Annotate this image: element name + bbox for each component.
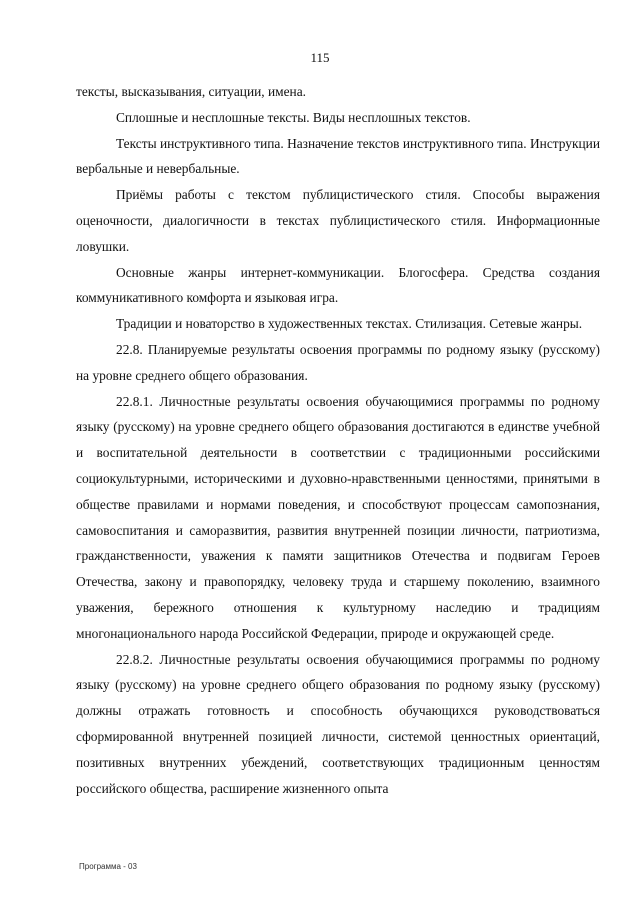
page-number: 115 xyxy=(310,50,330,65)
paragraph: Приёмы работы с текстом публицистического стиля. Способы выражения оценочности, диалогичности в текстах публицистического стиля. Информационные ловушки. xyxy=(76,187,600,254)
document-body xyxy=(76,79,600,801)
paragraph-22-8-2: 22.8.2. Личностные результаты освоения обучающимися программы по родному языку (русскому) на уровне среднего общего образования по родному языку (русскому) должны отражать готовность и способность обучающихся руководствоваться сформированной внутренней позицией личности, системой ценностных ориентаций, позитивных внутренних убеждений, соответствующих традиционным ценностям российского общества, расширение жизненного опыта xyxy=(76,651,600,796)
paragraph: Тексты инструктивного типа. Назначение текстов инструктивного типа. Инструкции вербальные и невербальные. xyxy=(76,135,600,177)
paragraph: Основные жанры интернет-коммуникации. Блогосфера. Средства создания коммуникативного комфорта и языковая игра. xyxy=(76,264,600,306)
footer-label: Программа - 03 xyxy=(79,862,137,871)
paragraph-22-8-1: 22.8.1. Личностные результаты освоения обучающимися программы по родному языку (русскому) на уровне среднего общего образования достигаются в единстве учебной и воспитательной деятельности в соответствии с традиционными российскими социокультурными, историческими и духовно-нравственными ценностями, принятыми в обществе правилами и нормами поведения, и способствуют процессам самопознания, самовоспитания и саморазвития, развития внутренней позиции личности, патриотизма, гражданственности, уважения к памяти защитников Отечества и подвигам Героев Отечества, закону и правопорядку, человеку труда и старшему поколению, взаимного уважения, бережного отношения к культурному наследию и традициям многонационального народа Российской Федерации, природе и окружающей среде. xyxy=(76,393,600,641)
section-heading-22-8: 22.8. Планируемые результаты освоения программы по родному языку (русскому) на уровне среднего общего образования. xyxy=(76,341,600,383)
paragraph: Традиции и новаторство в художественных текстах. Стилизация. Сетевые жанры. xyxy=(116,316,583,332)
paragraph-continuation: тексты, высказывания, ситуации, имена. xyxy=(76,84,307,99)
paragraph: Сплошные и несплошные тексты. Виды несплошных текстов. xyxy=(116,109,471,125)
